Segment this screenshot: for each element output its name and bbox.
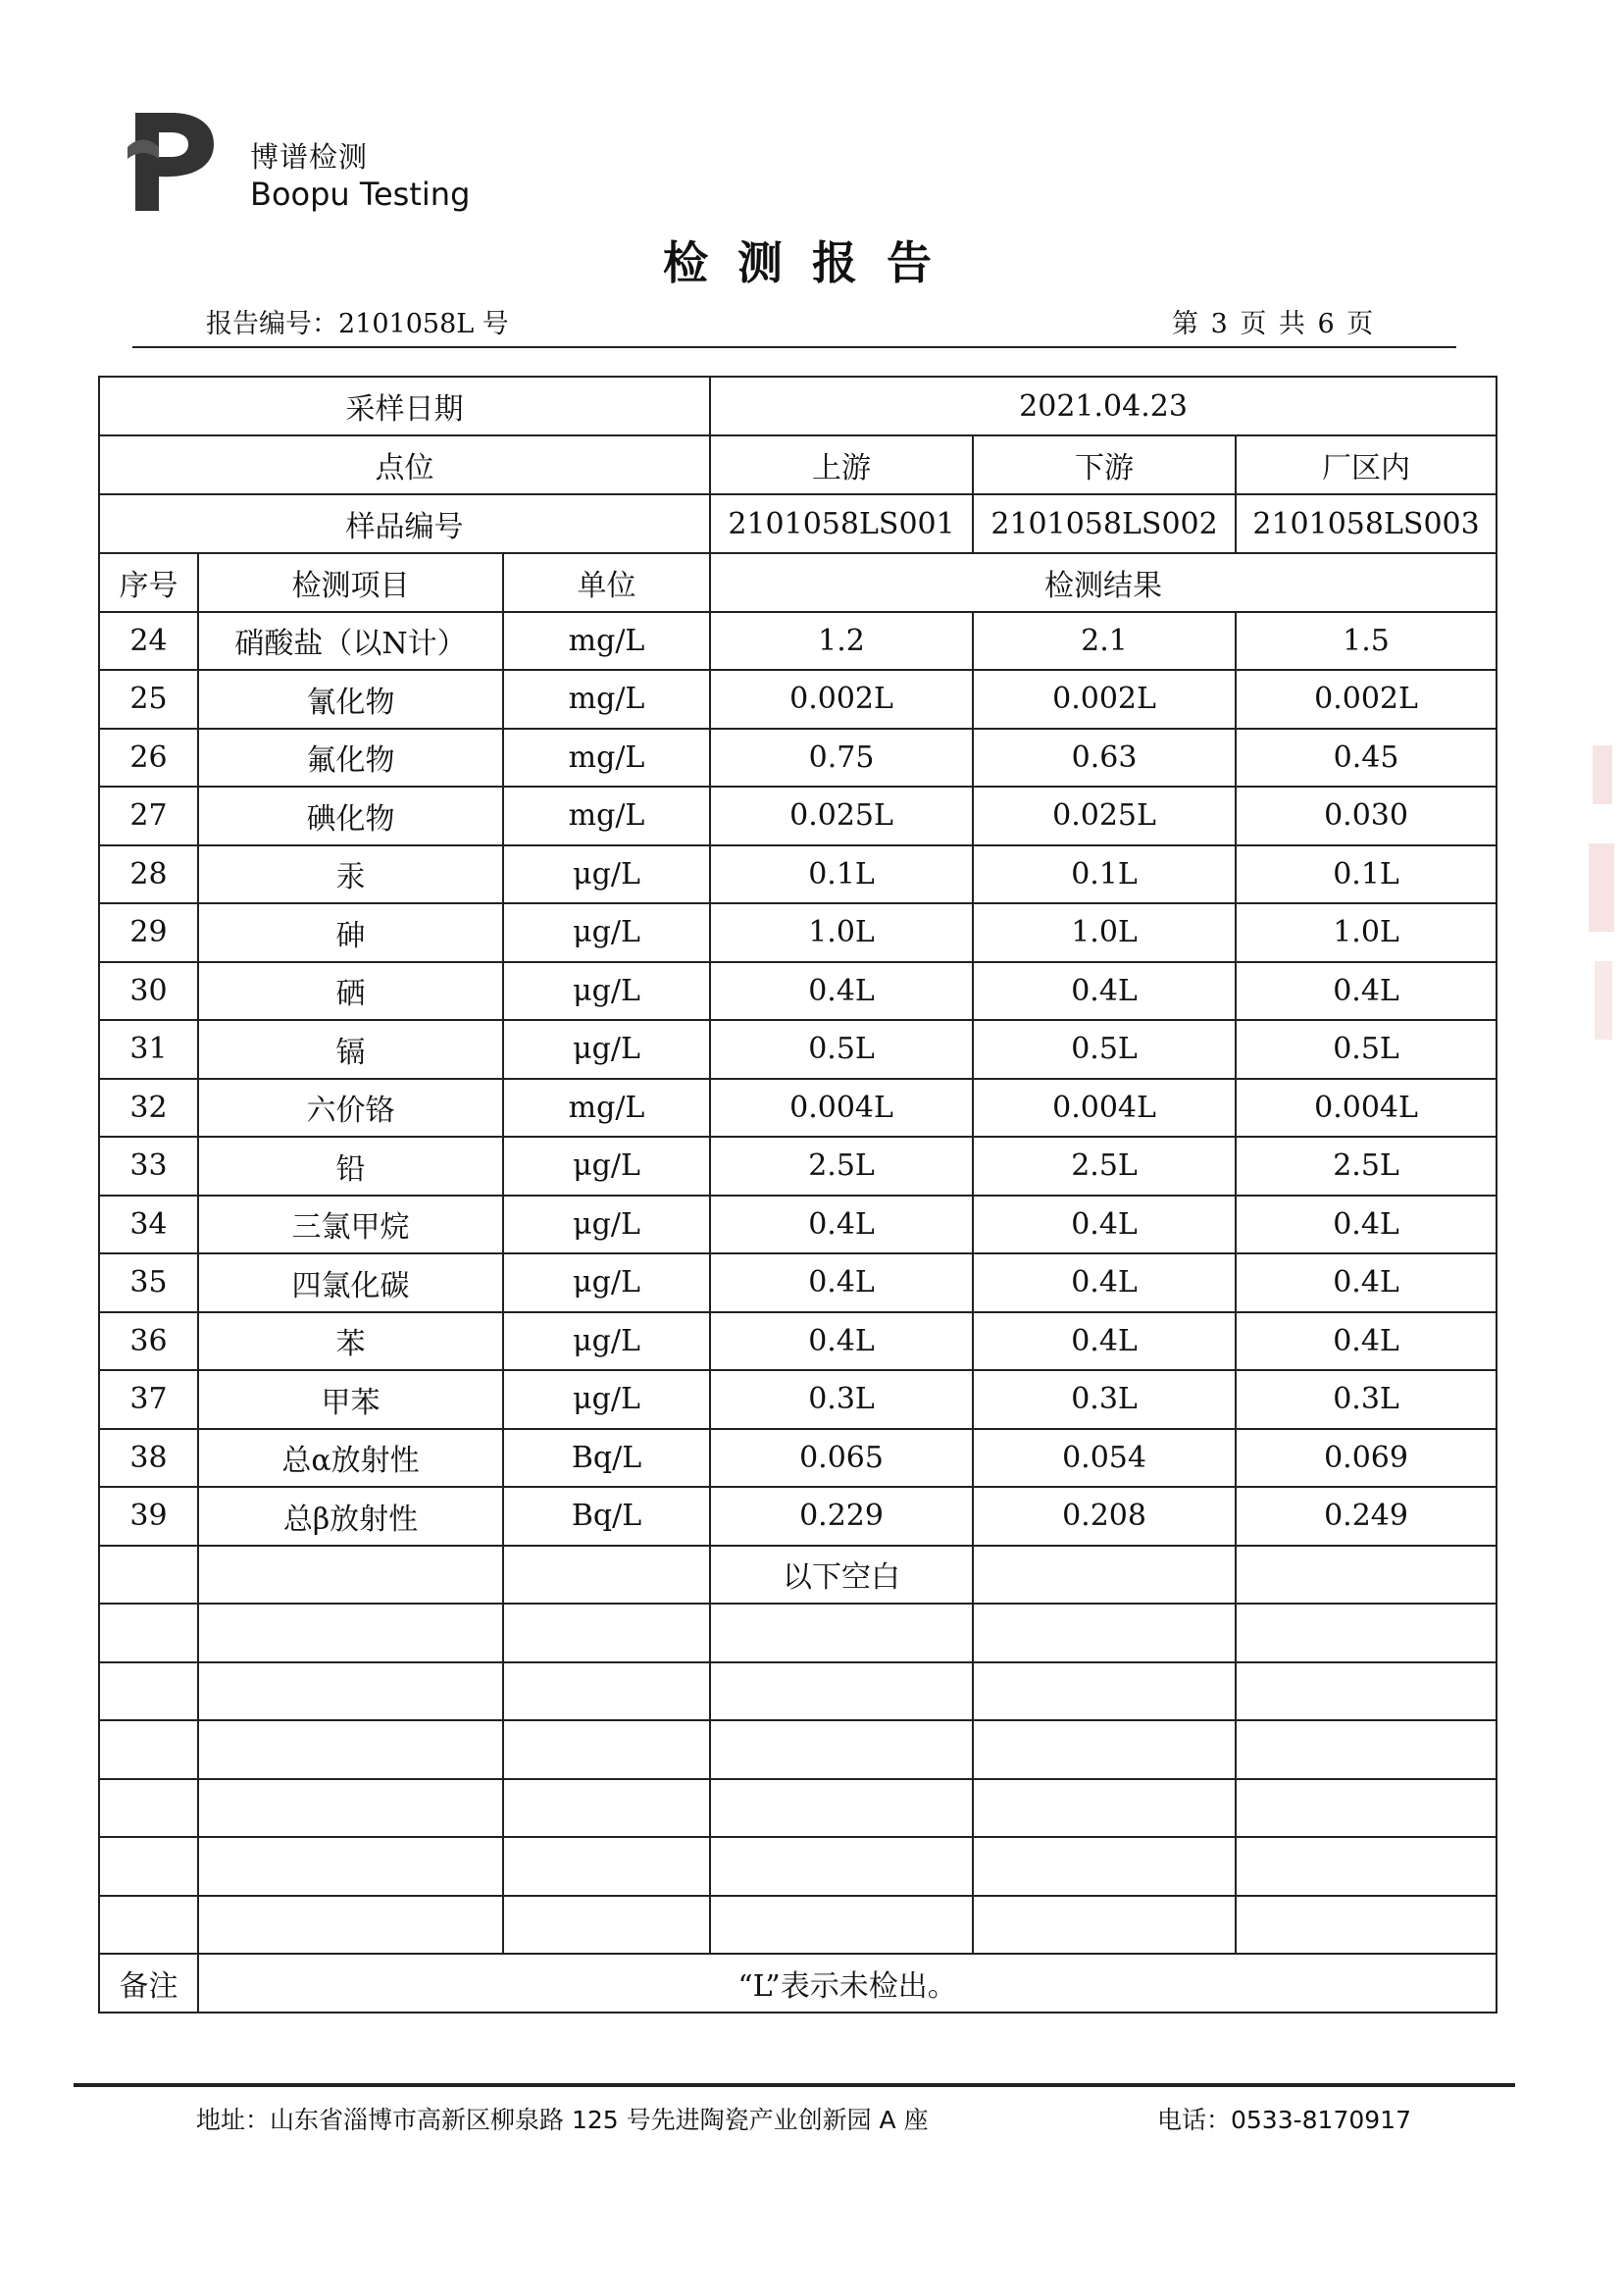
- table-row: [99, 845, 1497, 904]
- sampling-date-value: 2021.04.23: [710, 377, 1497, 435]
- empty-cell: [99, 1779, 198, 1838]
- test-item: 硝酸盐（以N计）: [198, 612, 503, 671]
- test-item: 氰化物: [198, 670, 503, 729]
- result-downstream: 0.054: [973, 1429, 1236, 1488]
- empty-cell: [99, 1546, 198, 1605]
- result-downstream: 0.4L: [973, 1253, 1236, 1312]
- result-plant: 0.249: [1236, 1487, 1497, 1546]
- result-upstream: 0.4L: [710, 962, 973, 1021]
- point-upstream: 上游: [710, 435, 973, 494]
- col-no-header: 序号: [99, 553, 198, 612]
- test-item: 碘化物: [198, 787, 503, 845]
- result-upstream: 0.065: [710, 1429, 973, 1488]
- empty-cell: [1236, 1837, 1497, 1896]
- row-number: 25: [99, 670, 198, 729]
- result-upstream: 0.4L: [710, 1253, 973, 1312]
- result-upstream: 0.4L: [710, 1196, 973, 1254]
- row-number: 34: [99, 1196, 198, 1254]
- empty-cell: [710, 1604, 973, 1662]
- result-downstream: 0.208: [973, 1487, 1236, 1546]
- row-number: 29: [99, 903, 198, 962]
- col-result-header: 检测结果: [710, 553, 1497, 612]
- empty-cell: [973, 1546, 1236, 1605]
- sample-id-1: 2101058LS001: [710, 494, 973, 553]
- table-row: [99, 1137, 1497, 1196]
- blank-marker-row: [99, 1546, 1497, 1605]
- unit: μg/L: [503, 845, 710, 904]
- empty-cell: [198, 1720, 503, 1779]
- unit: mg/L: [503, 729, 710, 788]
- table-row: [99, 1487, 1497, 1546]
- sample-id-label: 样品编号: [99, 494, 710, 553]
- table-row: [99, 1253, 1497, 1312]
- result-downstream: 0.4L: [973, 1312, 1236, 1371]
- blank-marker: 以下空白: [710, 1546, 973, 1605]
- result-upstream: 0.004L: [710, 1079, 973, 1138]
- table-row: [99, 1020, 1497, 1079]
- test-item: 苯: [198, 1312, 503, 1371]
- company-logo: [127, 108, 216, 216]
- result-plant: 0.3L: [1236, 1370, 1497, 1429]
- empty-cell: [99, 1837, 198, 1896]
- row-number: 31: [99, 1020, 198, 1079]
- remarks-label: 备注: [99, 1954, 198, 2013]
- remarks-text: “L”表示未检出。: [198, 1954, 1497, 2013]
- result-plant: 0.002L: [1236, 670, 1497, 729]
- row-number: 24: [99, 612, 198, 671]
- result-upstream: 0.75: [710, 729, 973, 788]
- report-title: 检测报告: [663, 236, 961, 289]
- logo-chinese-name: 博谱检测: [250, 140, 369, 174]
- test-item: 四氯化碳: [198, 1253, 503, 1312]
- unit: μg/L: [503, 1020, 710, 1079]
- empty-cell: [503, 1896, 710, 1955]
- result-plant: 2.5L: [1236, 1137, 1497, 1196]
- row-number: 26: [99, 729, 198, 788]
- col-item-header: 检测项目: [198, 553, 503, 612]
- result-upstream: 1.0L: [710, 903, 973, 962]
- result-upstream: 0.229: [710, 1487, 973, 1546]
- unit: μg/L: [503, 1312, 710, 1371]
- result-downstream: 0.004L: [973, 1079, 1236, 1138]
- empty-cell: [973, 1604, 1236, 1662]
- empty-row: [99, 1720, 1497, 1779]
- test-item: 总β放射性: [198, 1487, 503, 1546]
- result-downstream: 0.025L: [973, 787, 1236, 845]
- empty-cell: [1236, 1546, 1497, 1605]
- col-unit-header: 单位: [503, 553, 710, 612]
- empty-cell: [503, 1837, 710, 1896]
- test-item: 硒: [198, 962, 503, 1021]
- empty-row: [99, 1604, 1497, 1662]
- empty-cell: [503, 1662, 710, 1721]
- unit: mg/L: [503, 787, 710, 845]
- result-plant: 0.5L: [1236, 1020, 1497, 1079]
- remarks-row: [99, 1954, 1497, 2013]
- unit: μg/L: [503, 962, 710, 1021]
- result-plant: 0.45: [1236, 729, 1497, 788]
- unit: mg/L: [503, 612, 710, 671]
- page-info: 第 3 页 共 6 页: [1172, 309, 1376, 339]
- unit: μg/L: [503, 1253, 710, 1312]
- unit: μg/L: [503, 1137, 710, 1196]
- unit: μg/L: [503, 903, 710, 962]
- table-row: [99, 1079, 1497, 1138]
- empty-cell: [973, 1779, 1236, 1838]
- row-number: 27: [99, 787, 198, 845]
- empty-cell: [99, 1896, 198, 1955]
- result-plant: 1.5: [1236, 612, 1497, 671]
- result-plant: 0.4L: [1236, 1196, 1497, 1254]
- table-row: [99, 612, 1497, 671]
- empty-cell: [973, 1837, 1236, 1896]
- column-header-row: [99, 553, 1497, 612]
- result-plant: 0.004L: [1236, 1079, 1497, 1138]
- point-downstream: 下游: [973, 435, 1236, 494]
- test-item: 六价铬: [198, 1079, 503, 1138]
- empty-cell: [973, 1720, 1236, 1779]
- table-row: [99, 729, 1497, 788]
- empty-cell: [198, 1604, 503, 1662]
- row-number: 39: [99, 1487, 198, 1546]
- unit: mg/L: [503, 1079, 710, 1138]
- footer-address: 地址：山东省淄博市高新区柳泉路 125 号先进陶瓷产业创新园 A 座: [196, 2106, 929, 2134]
- empty-cell: [198, 1837, 503, 1896]
- result-downstream: 0.63: [973, 729, 1236, 788]
- test-item: 甲苯: [198, 1370, 503, 1429]
- result-upstream: 0.1L: [710, 845, 973, 904]
- table-row: [99, 670, 1497, 729]
- empty-cell: [710, 1837, 973, 1896]
- test-item: 砷: [198, 903, 503, 962]
- sampling-date-row: [99, 377, 1497, 435]
- table-row: [99, 1370, 1497, 1429]
- empty-cell: [198, 1779, 503, 1838]
- unit: μg/L: [503, 1196, 710, 1254]
- header-divider: [132, 346, 1456, 348]
- result-downstream: 0.4L: [973, 962, 1236, 1021]
- footer-divider: [74, 2083, 1515, 2087]
- result-upstream: 0.5L: [710, 1020, 973, 1079]
- table-row: [99, 1429, 1497, 1488]
- empty-cell: [1236, 1604, 1497, 1662]
- empty-cell: [99, 1720, 198, 1779]
- row-number: 32: [99, 1079, 198, 1138]
- sample-id-2: 2101058LS002: [973, 494, 1236, 553]
- test-item: 铅: [198, 1137, 503, 1196]
- row-number: 28: [99, 845, 198, 904]
- logo-english-name: Boopu Testing: [250, 176, 471, 213]
- result-plant: 0.069: [1236, 1429, 1497, 1488]
- empty-row: [99, 1779, 1497, 1838]
- result-upstream: 1.2: [710, 612, 973, 671]
- empty-row: [99, 1896, 1497, 1955]
- empty-cell: [1236, 1720, 1497, 1779]
- empty-cell: [198, 1546, 503, 1605]
- empty-cell: [503, 1546, 710, 1605]
- empty-cell: [503, 1779, 710, 1838]
- result-plant: 0.4L: [1236, 1253, 1497, 1312]
- result-plant: 0.1L: [1236, 845, 1497, 904]
- result-plant: 0.030: [1236, 787, 1497, 845]
- empty-cell: [99, 1604, 198, 1662]
- empty-cell: [503, 1604, 710, 1662]
- result-plant: 0.4L: [1236, 962, 1497, 1021]
- sample-id-row: [99, 494, 1497, 553]
- row-number: 38: [99, 1429, 198, 1488]
- table-row: [99, 787, 1497, 845]
- row-number: 35: [99, 1253, 198, 1312]
- empty-cell: [710, 1896, 973, 1955]
- point-label: 点位: [99, 435, 710, 494]
- result-plant: 0.4L: [1236, 1312, 1497, 1371]
- results-table: [98, 376, 1497, 2014]
- sampling-date-label: 采样日期: [99, 377, 710, 435]
- result-downstream: 0.002L: [973, 670, 1236, 729]
- empty-cell: [1236, 1662, 1497, 1721]
- sample-id-3: 2101058LS003: [1236, 494, 1497, 553]
- row-number: 36: [99, 1312, 198, 1371]
- result-downstream: 2.5L: [973, 1137, 1236, 1196]
- empty-row: [99, 1837, 1497, 1896]
- empty-cell: [503, 1720, 710, 1779]
- empty-cell: [710, 1662, 973, 1721]
- row-number: 37: [99, 1370, 198, 1429]
- test-item: 三氯甲烷: [198, 1196, 503, 1254]
- result-downstream: 0.4L: [973, 1196, 1236, 1254]
- result-upstream: 0.3L: [710, 1370, 973, 1429]
- footer-phone: 电话：0533-8170917: [1157, 2106, 1411, 2134]
- table-row: [99, 962, 1497, 1021]
- row-number: 33: [99, 1137, 198, 1196]
- empty-row: [99, 1662, 1497, 1721]
- test-item: 氟化物: [198, 729, 503, 788]
- result-upstream: 0.002L: [710, 670, 973, 729]
- table-row: [99, 1312, 1497, 1371]
- result-downstream: 0.3L: [973, 1370, 1236, 1429]
- empty-cell: [1236, 1779, 1497, 1838]
- result-downstream: 2.1: [973, 612, 1236, 671]
- report-number: 报告编号：2101058L 号: [206, 309, 509, 339]
- result-downstream: 1.0L: [973, 903, 1236, 962]
- empty-cell: [973, 1662, 1236, 1721]
- table-row: [99, 1196, 1497, 1254]
- empty-cell: [198, 1896, 503, 1955]
- result-plant: 1.0L: [1236, 903, 1497, 962]
- empty-cell: [710, 1779, 973, 1838]
- result-upstream: 0.4L: [710, 1312, 973, 1371]
- result-upstream: 0.025L: [710, 787, 973, 845]
- point-row: [99, 435, 1497, 494]
- unit: μg/L: [503, 1370, 710, 1429]
- point-plant: 厂区内: [1236, 435, 1497, 494]
- test-item: 总α放射性: [198, 1429, 503, 1488]
- result-upstream: 2.5L: [710, 1137, 973, 1196]
- empty-cell: [198, 1662, 503, 1721]
- empty-cell: [710, 1720, 973, 1779]
- test-item: 汞: [198, 845, 503, 904]
- test-item: 镉: [198, 1020, 503, 1079]
- unit: Bq/L: [503, 1429, 710, 1488]
- unit: mg/L: [503, 670, 710, 729]
- unit: Bq/L: [503, 1487, 710, 1546]
- seal-stamp-fragment: [1581, 745, 1620, 1040]
- empty-cell: [99, 1662, 198, 1721]
- result-downstream: 0.5L: [973, 1020, 1236, 1079]
- empty-cell: [1236, 1896, 1497, 1955]
- row-number: 30: [99, 962, 198, 1021]
- table-row: [99, 903, 1497, 962]
- empty-cell: [973, 1896, 1236, 1955]
- result-downstream: 0.1L: [973, 845, 1236, 904]
